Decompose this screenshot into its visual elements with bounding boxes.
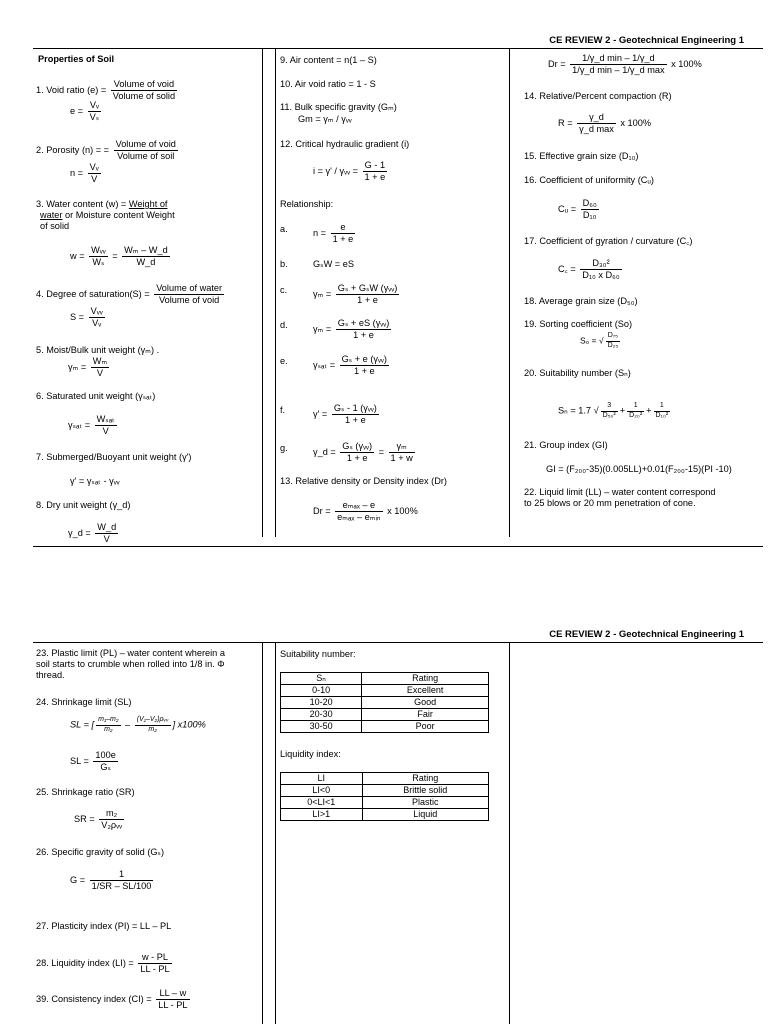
rel-e-label: e. <box>280 356 288 366</box>
bulk-unit-weight-def: 5. Moist/Bulk unit weight (γₘ) . <box>36 345 160 355</box>
fraction: $\frac{\text{Vᵥ}}{V}$ <box>89 162 99 185</box>
specific-gravity-formula: G = $\frac{1}{1/SR - SL/100}$ <box>70 869 152 892</box>
column-divider <box>509 643 510 1024</box>
fraction: $\frac{\text{Gₛ + GₛW (γᵥᵥ)}}{1 + e}$ <box>337 283 398 306</box>
rel-b-formula: GₛW = eS <box>313 259 354 269</box>
porosity-formula: n = $\frac{\text{Vᵥ}}{V}$ <box>70 162 99 185</box>
table-header-cell: Rating <box>362 673 489 685</box>
group-index: 21. Group index (GI) <box>524 440 608 450</box>
table-header-cell: LI <box>281 773 363 785</box>
coefficient-of-curvature: 17. Coefficient of gyration / curvature (C꜀) <box>524 236 693 246</box>
fraction: $\frac{G - 1}{1 + e}$ <box>364 160 386 183</box>
buoyant-unit-weight-def: 7. Submerged/Buoyant unit weight (γ') <box>36 452 192 462</box>
table-cell: 30-50 <box>281 721 362 733</box>
fraction: $\frac{100e}{\text{Gₛ}}$ <box>95 750 116 773</box>
column-divider <box>509 49 510 537</box>
fraction: $\frac{\text{m₁–m₂}}{\text{m₂}}$ <box>98 716 119 733</box>
rel-e-formula: γₛₐₜ = $\frac{\text{Gₛ + e (γᵥᵥ)}}{1 + e}$ <box>313 354 387 377</box>
fraction: $\frac{LL - w}{LL - PL}$ <box>158 988 188 1011</box>
rel-b-label: b. <box>280 259 288 269</box>
critical-hydraulic-gradient: 12. Critical hydraulic gradient (i) <box>280 139 410 149</box>
fraction: $\frac{\gamma\_d}{\text{γ\_d max}}$ <box>579 112 614 135</box>
table-cell: Good <box>362 697 489 709</box>
fraction: $\frac{\text{Gₛ (γᵥᵥ)}}{1 + e}$ <box>342 441 373 464</box>
relationship-label: Relationship: <box>280 199 334 209</box>
relative-density: 13. Relative density or Density index (Dr) <box>280 476 447 486</box>
fraction: $\frac{\text{m₂}}{\text{V₂ρᵥᵥ}}$ <box>101 808 123 831</box>
table-cell: 20-30 <box>281 709 362 721</box>
plasticity-index: 27. Plasticity index (PI) = LL – PL <box>36 921 172 931</box>
saturation-formula: S = $\frac{\text{Vᵥᵥ}}{\text{Vᵥ}}$ <box>70 306 103 329</box>
shrinkage-limit-formula-2: SL = $\frac{100e}{\text{Gₛ}}$ <box>70 750 116 773</box>
saturated-unit-weight-def: 6. Saturated unit weight (γₛₐₜ) <box>36 391 156 401</box>
liquidity-table-title: Liquidity index: <box>280 749 341 759</box>
dry-unit-weight-formula: γ_d = $\frac{W\_d}{V}$ <box>68 522 117 545</box>
fraction: $\frac{\text{Gₛ - 1 (γᵥᵥ)}}{1 + e}$ <box>333 403 377 426</box>
fraction: $\frac{\text{Vᵥ}}{\text{Vₛ}}$ <box>89 100 100 123</box>
average-grain-size: 18. Average grain size (D₅₀) <box>524 296 638 306</box>
page-header: CE REVIEW 2 - Geotechnical Engineering 1 <box>549 629 744 640</box>
fraction: $\frac{\text{Volume of void}}{\text{Volume of soil}}$ <box>115 139 176 162</box>
header-rule <box>33 48 763 49</box>
water-content-def: 3. Water content (w) = Weight of water or Moisture content Weight of solid <box>36 199 175 232</box>
table-row <box>281 785 489 797</box>
relative-compaction-formula: R = $\frac{\gamma\_d}{\text{γ\_d max}}$ x 100% <box>558 112 652 135</box>
rel-f-label: f. <box>280 405 286 415</box>
specific-gravity-of-solid: 26. Specific gravity of solid (Gₛ) <box>36 847 165 857</box>
water-content-formula: w = $\frac{\text{Wᵥᵥ}}{\text{Wₛ}}$ = $\frac{\text{Wₘ – W\_d}}{W\_d}$ <box>70 245 168 268</box>
sorting-coefficient: 19. Sorting coefficient (So) <box>524 319 633 329</box>
fraction: $\frac{\text{Gₛ + e (γᵥᵥ)}}{1 + e}$ <box>341 354 387 377</box>
fraction: $\frac{1}{\text{D₂₀²}}$ <box>629 402 643 419</box>
table-cell: 10-20 <box>281 697 362 709</box>
liquidity-table <box>280 772 489 821</box>
column-divider <box>262 49 263 537</box>
air-content: 9. Air content = n(1 – S) <box>280 55 377 65</box>
fraction: $\frac{1}{\text{D₁₀²}}$ <box>655 402 669 419</box>
table-cell: Liquid <box>362 809 488 821</box>
shrinkage-limit: 24. Shrinkage limit (SL) <box>36 697 132 707</box>
fraction: $\frac{\text{Wᵥᵥ}}{\text{Wₛ}}$ <box>91 245 106 268</box>
rel-c-label: c. <box>280 285 288 295</box>
void-ratio-formula: e = $\frac{\text{Vᵥ}}{\text{Vₛ}}$ <box>70 100 100 123</box>
suitability-table-title: Suitability number: <box>280 649 356 659</box>
fraction: $\frac{e}{1 + e}$ <box>332 222 354 245</box>
table-cell: 0-10 <box>281 685 362 697</box>
coefficient-of-uniformity-formula: Cᵤ = $\frac{\text{D₆₀}}{\text{D₁₀}}$ <box>558 198 597 221</box>
buoyant-unit-weight-formula: γ' = γₛₐₜ - γᵥᵥ <box>70 476 120 486</box>
fraction: $\frac{w - PL}{LL - PL}$ <box>140 952 170 975</box>
table-cell: 0<LI<1 <box>281 797 363 809</box>
fraction: $\frac{\text{Gₛ + eS (γᵥᵥ)}}{1 + e}$ <box>337 318 390 341</box>
fraction: $\frac{\text{D₇₅}}{\text{D₂₅}}$ <box>607 332 619 349</box>
void-ratio-def: 1. Void ratio (e) = $\frac{\text{Volume of void}}{\text{Volume of solid}}$ <box>36 79 176 102</box>
table-header-row <box>281 773 489 785</box>
fraction: $\frac{\text{Wₘ}}{V}$ <box>92 356 108 379</box>
shrinkage-ratio: 25. Shrinkage ratio (SR) <box>36 787 135 797</box>
section-title: Properties of Soil <box>38 54 115 64</box>
dry-unit-weight-def: 8. Dry unit weight (γ_d) <box>36 500 131 510</box>
fraction: $\frac{W\_d}{V}$ <box>97 522 117 545</box>
table-header-cell: Rating <box>362 773 488 785</box>
fraction: $\frac{\text{1/γ\_d min – 1/γ\_d}}{\text{1/γ\_d min – 1/γ\_d max}}$ <box>572 53 665 76</box>
shrinkage-ratio-formula: SR = $\frac{\text{m₂}}{\text{V₂ρᵥᵥ}}$ <box>74 808 123 831</box>
liquid-limit: 22. Liquid limit (LL) – water content correspond to 25 blows or 20 mm penetration of cone. <box>524 487 716 509</box>
saturated-unit-weight-formula: γₛₐₜ = $\frac{\text{Wₛₐₜ}}{V}$ <box>68 414 115 437</box>
fraction: $\frac{\text{eₘₐₓ – e}}{\text{eₘₐₓ – eₘᵢₙ}}$ <box>337 500 381 523</box>
column-divider <box>275 49 276 537</box>
fraction: $\frac{\text{Wₛₐₜ}}{V}$ <box>96 414 115 437</box>
suitability-number-formula: Sₙ = 1.7 √ $\frac{3}{\text{D₅₀²}}$ + $\frac{1}{\text{D₂₀²}}$ + $\frac{1}{\text{D₁₀²}}$ <box>558 402 669 419</box>
table-cell: LI>1 <box>281 809 363 821</box>
rel-d-formula: γₘ = $\frac{\text{Gₛ + eS (γᵥᵥ)}}{1 + e}$ <box>313 318 390 341</box>
rel-c-formula: γₘ = $\frac{\text{Gₛ + GₛW (γᵥᵥ)}}{1 + e}$ <box>313 283 398 306</box>
table-row <box>281 697 489 709</box>
table-row <box>281 809 489 821</box>
saturation-def: 4. Degree of saturation(S) = $\frac{\text{Volume of water}}{\text{Volume of void}}$ <box>36 283 223 306</box>
bulk-specific-gravity: 11. Bulk specific gravity (Gₘ) <box>280 102 397 112</box>
table-row <box>281 721 489 733</box>
fraction: $\frac{3}{\text{D₅₀²}}$ <box>602 402 616 419</box>
coefficient-of-curvature-formula: C꜀ = $\frac{\text{D₃₀²}}{\text{D₁₀ x D₆₀}}$ <box>558 258 620 281</box>
sorting-coefficient-formula: S₀ = √ $\frac{\text{D₇₅}}{\text{D₂₅}}$ <box>580 332 619 349</box>
suitability-table <box>280 672 489 733</box>
porosity-def: 2. Porosity (n) = = $\frac{\text{Volume of void}}{\text{Volume of soil}}$ <box>36 139 176 162</box>
relative-compaction: 14. Relative/Percent compaction (R) <box>524 91 672 101</box>
page-2 <box>0 560 768 1024</box>
column-divider <box>275 643 276 1024</box>
relative-density-alt-formula: Dr = $\frac{\text{1/γ\_d min – 1/γ\_d}}{\text{1/γ\_d min – 1/γ\_d max}}$ x 100% <box>548 53 702 76</box>
relative-density-formula: Dr = $\frac{\text{eₘₐₓ – e}}{\text{eₘₐₓ – eₘᵢₙ}}$ x 100% <box>313 500 418 523</box>
plastic-limit: 23. Plastic limit (PL) – water content wherein a soil starts to crumble when rolled into 1/8 in. Φ thread. <box>36 648 225 681</box>
rel-a-formula: n = $\frac{e}{1 + e}$ <box>313 222 354 245</box>
bulk-unit-weight-formula: γₘ = $\frac{\text{Wₘ}}{V}$ <box>68 356 108 379</box>
table-header-row <box>281 673 489 685</box>
air-void-ratio: 10. Air void ratio = 1 - S <box>280 79 376 89</box>
rel-g-label: g. <box>280 443 288 453</box>
fraction: $\frac{\text{D₃₀²}}{\text{D₁₀ x D₆₀}}$ <box>582 258 620 281</box>
table-row <box>281 685 489 697</box>
critical-hydraulic-gradient-formula: i = γ' / γᵥᵥ = $\frac{G - 1}{1 + e}$ <box>313 160 386 183</box>
footer-rule <box>33 546 763 547</box>
rel-d-label: d. <box>280 320 288 330</box>
fraction: $\frac{\text{D₆₀}}{\text{D₁₀}}$ <box>582 198 597 221</box>
liquidity-index: 28. Liquidity index (LI) = $\frac{w - PL}{LL - PL}$ <box>36 952 170 975</box>
fraction: $\frac{\text{γₘ}}{1 + w}$ <box>390 441 413 464</box>
header-rule <box>33 642 763 643</box>
table-cell: Brittle solid <box>362 785 488 797</box>
rel-a-label: a. <box>280 224 288 234</box>
table-cell: Fair <box>362 709 489 721</box>
fraction: $\frac{\text{Wₘ – W\_d}}{W\_d}$ <box>124 245 168 268</box>
table-cell: Plastic <box>362 797 488 809</box>
rel-f-formula: γ' = $\frac{\text{Gₛ - 1 (γᵥᵥ)}}{1 + e}$ <box>313 403 377 426</box>
group-index-formula: GI = (F₂₀₀-35)(0.005LL)+0.01(F₂₀₀-15)(PI -10) <box>546 464 732 474</box>
shrinkage-limit-formula: SL = [ $\frac{\text{m₁–m₂}}{\text{m₂}}$ – $\frac{\text{(V₁–V₂)ρᵥᵥ}}{\text{m₂}}$ ] x100% <box>70 716 206 733</box>
page-header: CE REVIEW 2 - Geotechnical Engineering 1 <box>549 35 744 46</box>
table-cell: Excellent <box>362 685 489 697</box>
fraction: $\frac{\text{Vᵥᵥ}}{\text{Vᵥ}}$ <box>90 306 103 329</box>
bulk-specific-gravity-formula: Gm = γₘ / γᵥᵥ <box>298 114 352 124</box>
fraction: $\frac{1}{1/SR - SL/100}$ <box>91 869 152 892</box>
coefficient-of-uniformity: 16. Coefficient of uniformity (Cᵤ) <box>524 175 654 185</box>
effective-grain-size: 15. Effective grain size (D₁₀) <box>524 151 639 161</box>
column-divider <box>262 643 263 1024</box>
fraction: $\frac{\text{Volume of void}}{\text{Volume of solid}}$ <box>112 79 176 102</box>
fraction: $\frac{\text{(V₁–V₂)ρᵥᵥ}}{\text{m₂}}$ <box>136 716 169 733</box>
table-cell: LI<0 <box>281 785 363 797</box>
consistency-index: 39. Consistency index (CI) = $\frac{LL - w}{LL - PL}$ <box>36 988 188 1011</box>
suitability-number: 20. Suitability number (Sₙ) <box>524 368 631 378</box>
table-row <box>281 709 489 721</box>
table-cell: Poor <box>362 721 489 733</box>
table-header-cell: Sₙ <box>281 673 362 685</box>
fraction: $\frac{\text{Volume of water}}{\text{Volume of void}}$ <box>156 283 223 306</box>
table-row <box>281 797 489 809</box>
rel-g-formula: γ_d = $\frac{\text{Gₛ (γᵥᵥ)}}{1 + e}$ = $\frac{\text{γₘ}}{1 + w}$ <box>313 441 413 464</box>
